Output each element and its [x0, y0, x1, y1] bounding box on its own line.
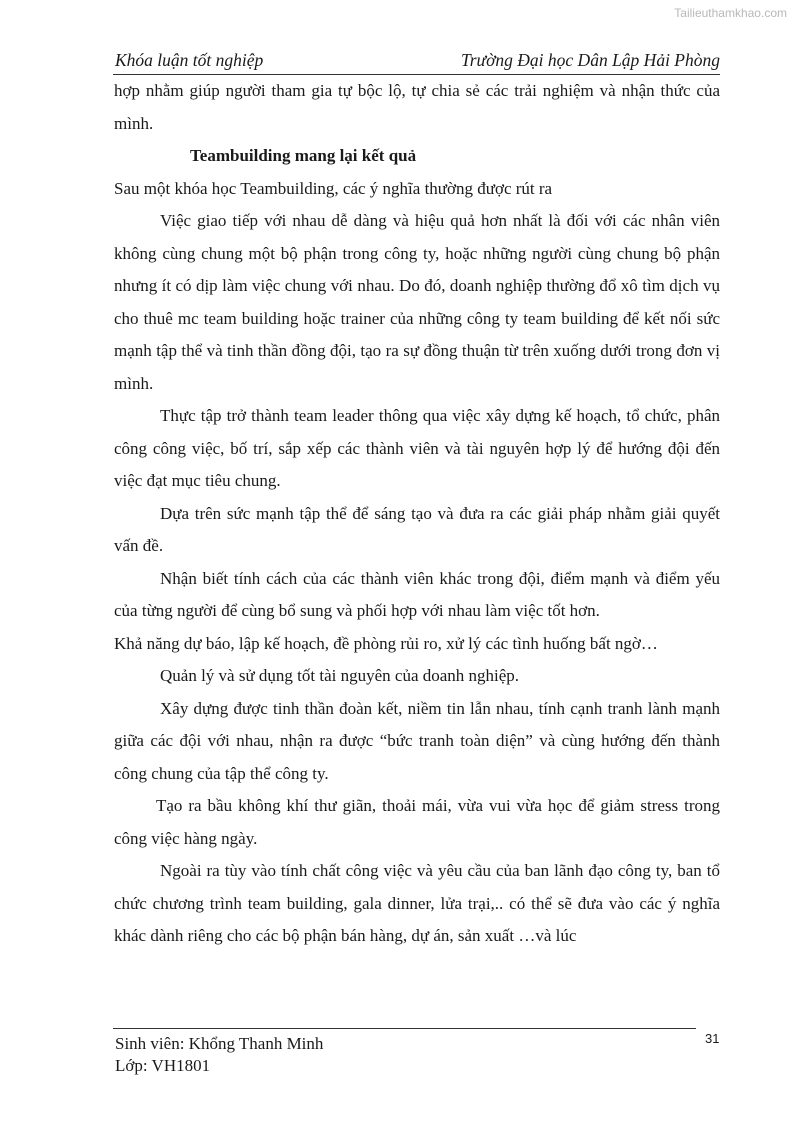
- section-heading: Teambuilding mang lại kết quả: [190, 146, 417, 165]
- paragraph-team-leader: Thực tập trở thành team leader thông qua việc xây dựng kế hoạch, tổ chức, phân công công việc, bố trí, sắp xếp các thành viên và tài nguyên hợp lý để hướng đội đến việc đạt mục tiêu chung.: [114, 406, 720, 490]
- paragraph-resources: Quản lý và sử dụng tốt tài nguyên của doanh nghiệp.: [160, 666, 520, 685]
- paragraph-solidarity: Xây dựng được tinh thần đoàn kết, niềm tin lẫn nhau, tính cạnh tranh lành mạnh giữa các đội với nhau, nhận ra được “bức tranh toàn diện” và cùng hướng đến thành công chung của tập thể công ty.: [114, 698, 720, 783]
- paragraph-relaxation: Tạo ra bầu không khí thư giãn, thoải mái, vừa vui vừa học để giảm stress trong công việc hàng ngày.: [114, 796, 720, 848]
- footer-divider: [113, 1028, 696, 1029]
- paragraph-intro: Sau một khóa học Teambuilding, các ý nghĩa thường được rút ra: [114, 178, 553, 198]
- paragraph-forecasting: Khả năng dự báo, lập kế hoạch, đề phòng rủi ro, xử lý các tình huống bất ngờ…: [114, 633, 658, 653]
- header-thesis-label: Khóa luận tốt nghiệp: [115, 50, 264, 70]
- footer-class: Lớp: VH1801: [115, 1056, 211, 1075]
- paragraph-personality: Nhận biết tính cách của các thành viên khác trong đội, điểm mạnh và điểm yếu của từng người để cùng bổ sung và phối hợp với nhau làm việc tốt hơn.: [114, 568, 720, 620]
- header-university: Trường Đại học Dân Lập Hải Phòng: [460, 50, 720, 70]
- footer-student: Sinh viên: Khổng Thanh Minh: [115, 1034, 324, 1053]
- watermark: Tailieuthamkhao.com: [674, 6, 787, 20]
- page-footer: [115, 1033, 323, 1077]
- paragraph-additional-meanings: Ngoài ra tùy vào tính chất công việc và yêu cầu của ban lãnh đạo công ty, ban tổ chức chương trình team building, gala dinner, lửa trại,.. có thể sẽ đưa vào các ý nghĩa khác dành riêng cho các bộ phận bán hàng, dự án, sản xuất …và lúc: [114, 861, 720, 945]
- page-header: [115, 50, 720, 74]
- page-number: 31: [705, 1031, 720, 1046]
- page-body: [114, 75, 720, 953]
- paragraph-communication: Việc giao tiếp với nhau dễ dàng và hiệu quả hơn nhất là đối với các nhân viên không cùng chung một bộ phận trong công ty, hoặc những người cùng chung bộ phận nhưng ít có dịp làm việc chung với nhau. Do đó, doanh nghiệp thường đổ xô tìm dịch vụ cho thuê mc team building hoặc trainer của những công ty team building để kết nối sức mạnh tập thể và tinh thần đồng đội, tạo ra sự đồng thuận từ trên xuống dưới trong đơn vị mình.: [114, 211, 720, 393]
- paragraph-continuation: hợp nhằm giúp người tham gia tự bộc lộ, tự chia sẻ các trải nghiệm và nhận thức của mình.: [114, 81, 720, 133]
- paragraph-collective-strength: Dựa trên sức mạnh tập thể để sáng tạo và đưa ra các giải pháp nhằm giải quyết vấn đề.: [114, 503, 720, 555]
